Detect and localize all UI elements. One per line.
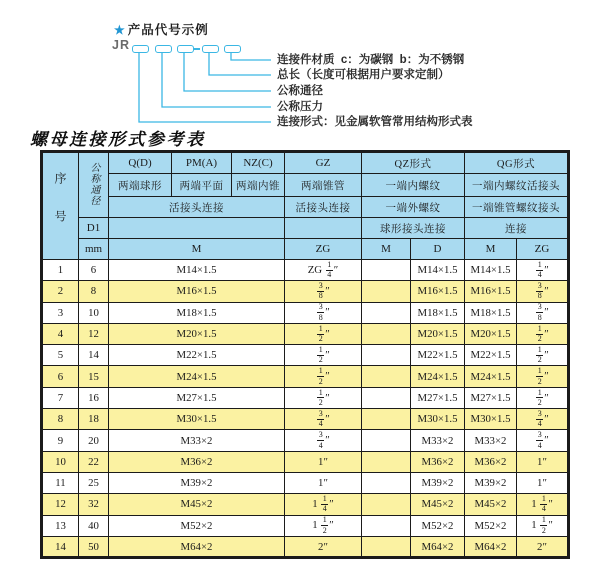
header-d1: D1 (79, 218, 109, 239)
cell-qz-d: M39×2 (411, 472, 465, 493)
header-unit-d2: D (411, 239, 465, 260)
cell-qg-m: M24×1.5 (465, 366, 517, 387)
cell-qg-zg: 1″ (517, 451, 569, 472)
cell-seq: 12 (42, 494, 79, 515)
code-box-3 (177, 45, 194, 53)
cell-thread-m: M33×2 (109, 430, 285, 451)
cell-qg-zg: $\frac{1}{2}$ ″ (517, 366, 569, 387)
cell-dn: 32 (79, 494, 109, 515)
cell-qz-d: M36×2 (411, 451, 465, 472)
cell-qg-m: M45×2 (465, 494, 517, 515)
cell-thread-zg: 2″ (285, 536, 362, 557)
cell-qz-d: M16×1.5 (411, 281, 465, 302)
cell-thread-zg: $\frac{1}{2}$ ″ (285, 345, 362, 366)
cell-qz-d: M18×1.5 (411, 302, 465, 323)
nut-connection-table (40, 150, 570, 559)
cell-thread-zg: $\frac{3}{8}$ ″ (285, 302, 362, 323)
callout-lines (0, 0, 600, 135)
cell-thread-zg: $\frac{3}{4}$ ″ (285, 430, 362, 451)
cell-qz-m (362, 515, 411, 536)
cell-qg-m: M64×2 (465, 536, 517, 557)
cell-qz-m (362, 451, 411, 472)
header-unit-zg3: ZG (517, 239, 569, 260)
cell-thread-m: M24×1.5 (109, 366, 285, 387)
table-row (42, 430, 569, 451)
header-conn-union: 活接头连接 (109, 197, 285, 218)
diagram-title (114, 20, 209, 38)
cell-thread-m: M14×1.5 (109, 260, 285, 281)
cell-qg-m: M30×1.5 (465, 409, 517, 430)
cell-qg-zg: $\frac{3}{8}$ ″ (517, 281, 569, 302)
table-row (42, 387, 569, 408)
header-unit-m1: M (109, 239, 285, 260)
cell-thread-zg: $\frac{3}{4}$ ″ (285, 409, 362, 430)
cell-qz-m (362, 260, 411, 281)
cell-seq: 1 (42, 260, 79, 281)
cell-qg-m: M22×1.5 (465, 345, 517, 366)
header-seq: 序号 (42, 152, 79, 260)
header-sub-qd: 两端球形 (109, 174, 172, 197)
table-row (42, 345, 569, 366)
cell-dn: 15 (79, 366, 109, 387)
header-unit-m2: M (362, 239, 411, 260)
header-conn-gz: 活接头连接 (285, 197, 362, 218)
header-sub-pm: 两端平面 (172, 174, 232, 197)
cell-qg-zg: $\frac{3}{8}$ ″ (517, 302, 569, 323)
cell-qz-m (362, 472, 411, 493)
cell-thread-m: M22×1.5 (109, 345, 285, 366)
cell-seq: 13 (42, 515, 79, 536)
header-dn: 公称通径 (79, 152, 109, 218)
cell-seq: 9 (42, 430, 79, 451)
header-empty-1 (109, 218, 285, 239)
code-dash (194, 48, 200, 50)
table-row (42, 472, 569, 493)
code-label-length: 总长（长度可根据用户要求定制） (277, 69, 450, 81)
cell-qg-m: M18×1.5 (465, 302, 517, 323)
header-unit-zg1: ZG (285, 239, 362, 260)
diagram-title-text: 产品代号示例 (127, 23, 209, 37)
cell-qg-zg: 1″ (517, 472, 569, 493)
header-sub2-qg: 一端锥管螺纹接头 (465, 197, 569, 218)
cell-dn: 6 (79, 260, 109, 281)
cell-qz-d: M27×1.5 (411, 387, 465, 408)
cell-qz-d: M45×2 (411, 494, 465, 515)
cell-thread-m: M64×2 (109, 536, 285, 557)
cell-qg-m: M39×2 (465, 472, 517, 493)
cell-qz-m (362, 302, 411, 323)
cell-thread-zg: 1 $\frac{1}{4}$ ″ (285, 494, 362, 515)
table-row (42, 451, 569, 472)
cell-qg-m: M52×2 (465, 515, 517, 536)
table-row (42, 409, 569, 430)
code-box-4 (202, 45, 219, 53)
cell-qz-d: M52×2 (411, 515, 465, 536)
header-col-qd: Q(D) (109, 152, 172, 174)
header-conn2-qg: 连接 (465, 218, 569, 239)
cell-dn: 50 (79, 536, 109, 557)
product-code-prefix: JR (112, 38, 130, 52)
cell-seq: 11 (42, 472, 79, 493)
cell-thread-m: M45×2 (109, 494, 285, 515)
header-conn2-qz: 球形接头连接 (362, 218, 465, 239)
table-row (42, 366, 569, 387)
cell-thread-m: M16×1.5 (109, 281, 285, 302)
cell-qg-m: M36×2 (465, 451, 517, 472)
cell-thread-m: M52×2 (109, 515, 285, 536)
code-label-connection: 连接形式：见金属软管常用结构形式表 (277, 116, 473, 128)
cell-thread-m: M20×1.5 (109, 323, 285, 344)
cell-qz-d: M30×1.5 (411, 409, 465, 430)
cell-qz-m (362, 536, 411, 557)
cell-thread-m: M27×1.5 (109, 387, 285, 408)
cell-qg-zg: $\frac{3}{4}$ ″ (517, 430, 569, 451)
cell-seq: 10 (42, 451, 79, 472)
cell-qz-m (362, 409, 411, 430)
cell-thread-zg: 1 $\frac{1}{2}$ ″ (285, 515, 362, 536)
cell-thread-zg: ZG $\frac{1}{4}$ ″ (285, 260, 362, 281)
code-label-material: 连接件材质 c：为碳钢 b：为不锈钢 (277, 54, 465, 66)
cell-dn: 16 (79, 387, 109, 408)
cell-thread-zg: $\frac{3}{8}$ ″ (285, 281, 362, 302)
cell-thread-m: M18×1.5 (109, 302, 285, 323)
table-title: 螺母连接形式参考表 (30, 130, 206, 149)
header-col-nz: NZ(C) (232, 152, 285, 174)
code-box-1 (132, 45, 149, 53)
table-row (42, 515, 569, 536)
header-mm: mm (79, 239, 109, 260)
code-box-5 (224, 45, 241, 53)
cell-qz-m (362, 345, 411, 366)
cell-thread-zg: $\frac{1}{2}$ ″ (285, 366, 362, 387)
cell-qz-m (362, 366, 411, 387)
header-col-gz: GZ (285, 152, 362, 174)
cell-qz-d: M64×2 (411, 536, 465, 557)
cell-qg-m: M33×2 (465, 430, 517, 451)
cell-qg-zg: $\frac{1}{2}$ ″ (517, 323, 569, 344)
header-col-pm: PM(A) (172, 152, 232, 174)
cell-qz-d: M20×1.5 (411, 323, 465, 344)
header-sub-qz: 一端内螺纹 (362, 174, 465, 197)
cell-dn: 10 (79, 302, 109, 323)
cell-qz-m (362, 430, 411, 451)
cell-qg-m: M27×1.5 (465, 387, 517, 408)
cell-qg-m: M20×1.5 (465, 323, 517, 344)
cell-seq: 14 (42, 536, 79, 557)
cell-dn: 25 (79, 472, 109, 493)
table-row (42, 302, 569, 323)
cell-qg-zg: $\frac{1}{2}$ ″ (517, 345, 569, 366)
header-col-qz: QZ形式 (362, 152, 465, 174)
cell-qz-m (362, 494, 411, 515)
cell-thread-zg: 1″ (285, 451, 362, 472)
cell-qg-zg: $\frac{1}{2}$ ″ (517, 387, 569, 408)
cell-dn: 14 (79, 345, 109, 366)
cell-dn: 8 (79, 281, 109, 302)
cell-qz-d: M14×1.5 (411, 260, 465, 281)
header-sub-gz: 两端锥管 (285, 174, 362, 197)
cell-seq: 3 (42, 302, 79, 323)
cell-qz-m (362, 281, 411, 302)
cell-seq: 4 (42, 323, 79, 344)
cell-qg-zg: 1 $\frac{1}{4}$ ″ (517, 494, 569, 515)
cell-seq: 8 (42, 409, 79, 430)
cell-qg-zg: 2″ (517, 536, 569, 557)
table-row (42, 536, 569, 557)
table-row (42, 323, 569, 344)
table-row (42, 281, 569, 302)
cell-dn: 20 (79, 430, 109, 451)
table-row (42, 494, 569, 515)
table-row (42, 260, 569, 281)
star-icon: ★ (114, 23, 126, 37)
code-box-2 (155, 45, 172, 53)
cell-seq: 5 (42, 345, 79, 366)
cell-thread-m: M39×2 (109, 472, 285, 493)
cell-thread-m: M30×1.5 (109, 409, 285, 430)
cell-qz-m (362, 323, 411, 344)
cell-thread-m: M36×2 (109, 451, 285, 472)
cell-seq: 2 (42, 281, 79, 302)
cell-qg-m: M14×1.5 (465, 260, 517, 281)
header-empty-2 (285, 218, 362, 239)
header-sub2-qz: 一端外螺纹 (362, 197, 465, 218)
cell-thread-zg: $\frac{1}{2}$ ″ (285, 323, 362, 344)
header-col-qg: QG形式 (465, 152, 569, 174)
code-label-diameter: 公称通径 (277, 85, 323, 97)
cell-qz-d: M22×1.5 (411, 345, 465, 366)
cell-qg-zg: $\frac{3}{4}$ ″ (517, 409, 569, 430)
header-sub-qg: 一端内螺纹活接头 (465, 174, 569, 197)
cell-seq: 7 (42, 387, 79, 408)
cell-thread-zg: 1″ (285, 472, 362, 493)
cell-qz-d: M24×1.5 (411, 366, 465, 387)
cell-qz-m (362, 387, 411, 408)
cell-dn: 22 (79, 451, 109, 472)
header-unit-m3: M (465, 239, 517, 260)
cell-dn: 40 (79, 515, 109, 536)
cell-qz-d: M33×2 (411, 430, 465, 451)
cell-qg-zg: $\frac{1}{4}$ ″ (517, 260, 569, 281)
cell-seq: 6 (42, 366, 79, 387)
header-sub-nz: 两端内锥 (232, 174, 285, 197)
code-label-pressure: 公称压力 (277, 101, 323, 113)
cell-dn: 12 (79, 323, 109, 344)
cell-dn: 18 (79, 409, 109, 430)
cell-qg-m: M16×1.5 (465, 281, 517, 302)
cell-thread-zg: $\frac{1}{2}$ ″ (285, 387, 362, 408)
cell-qg-zg: 1 $\frac{1}{2}$ ″ (517, 515, 569, 536)
